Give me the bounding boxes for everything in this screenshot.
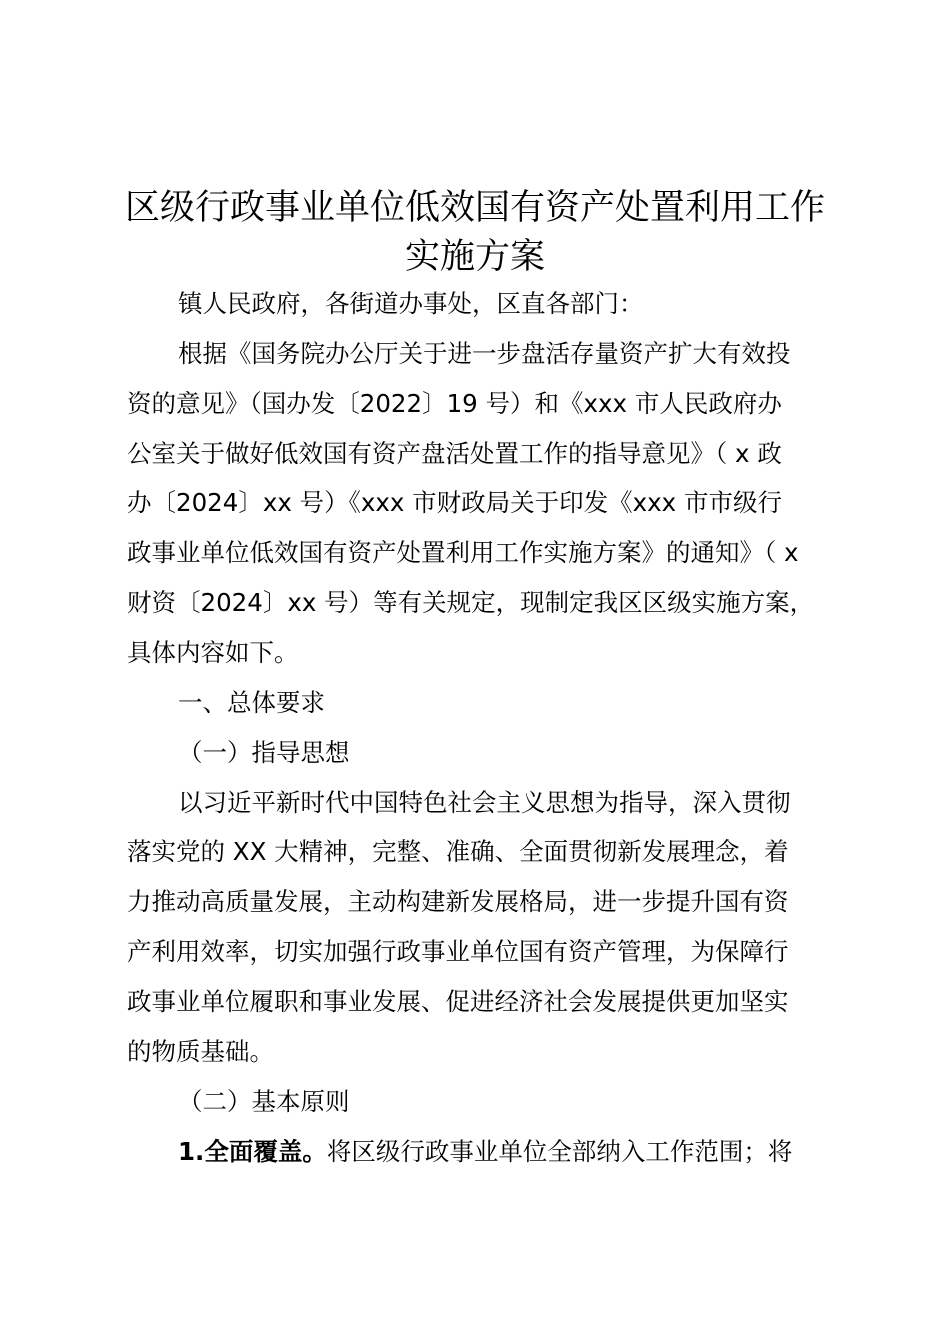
guiding-line: 以习近平新时代中国特色社会主义思想为指导，深入贯彻 xyxy=(178,788,791,817)
subsection-heading: （二）基本原则 xyxy=(178,1087,350,1116)
guiding-line: 政事业单位履职和事业发展、促进经济社会发展提供更加坚实 xyxy=(127,987,789,1016)
guiding-line: 产利用效率，切实加强行政事业单位国有资产管理，为保障行 xyxy=(127,937,789,966)
principle-paragraph xyxy=(178,1135,792,1169)
intro-line: 根据《国务院办公厅关于进一步盘活存量资产扩大有效投 xyxy=(178,339,791,368)
intro-line: 具体内容如下。 xyxy=(127,638,299,667)
intro-line: 财资〔2024〕xx 号）等有关规定，现制定我区区级实施方案， xyxy=(127,588,815,617)
document-title-line-1: 区级行政事业单位低效国有资产处置利用工作 xyxy=(124,188,825,228)
guiding-line: 落实党的 XX 大精神，完整、准确、全面贯彻新发展理念，着 xyxy=(127,837,789,866)
principle-label: 1.全面覆盖。 xyxy=(178,1137,327,1166)
intro-line: 政事业单位低效国有资产处置利用工作实施方案》的通知》（ x xyxy=(127,538,799,567)
intro-line: 公室关于做好低效国有资产盘活处置工作的指导意见》（ x 政 xyxy=(127,439,782,468)
intro-line: 资的意见》（国办发〔2022〕19 号）和《xxx 市人民政府办 xyxy=(127,389,782,418)
subsection-heading: （一）指导思想 xyxy=(178,738,350,767)
guiding-line: 的物质基础。 xyxy=(127,1037,274,1066)
section-heading: 一、总体要求 xyxy=(178,688,325,717)
document-title-line-2: 实施方案 xyxy=(404,237,545,277)
intro-line: 办〔2024〕xx 号）《xxx 市财政局关于印发《xxx 市市级行 xyxy=(127,488,782,517)
guiding-line: 力推动高质量发展，主动构建新发展格局，进一步提升国有资 xyxy=(127,887,789,916)
principle-text: 将区级行政事业单位全部纳入工作范围；将 xyxy=(326,1137,793,1166)
salutation: 镇人民政府，各街道办事处，区直各部门： xyxy=(178,289,644,318)
